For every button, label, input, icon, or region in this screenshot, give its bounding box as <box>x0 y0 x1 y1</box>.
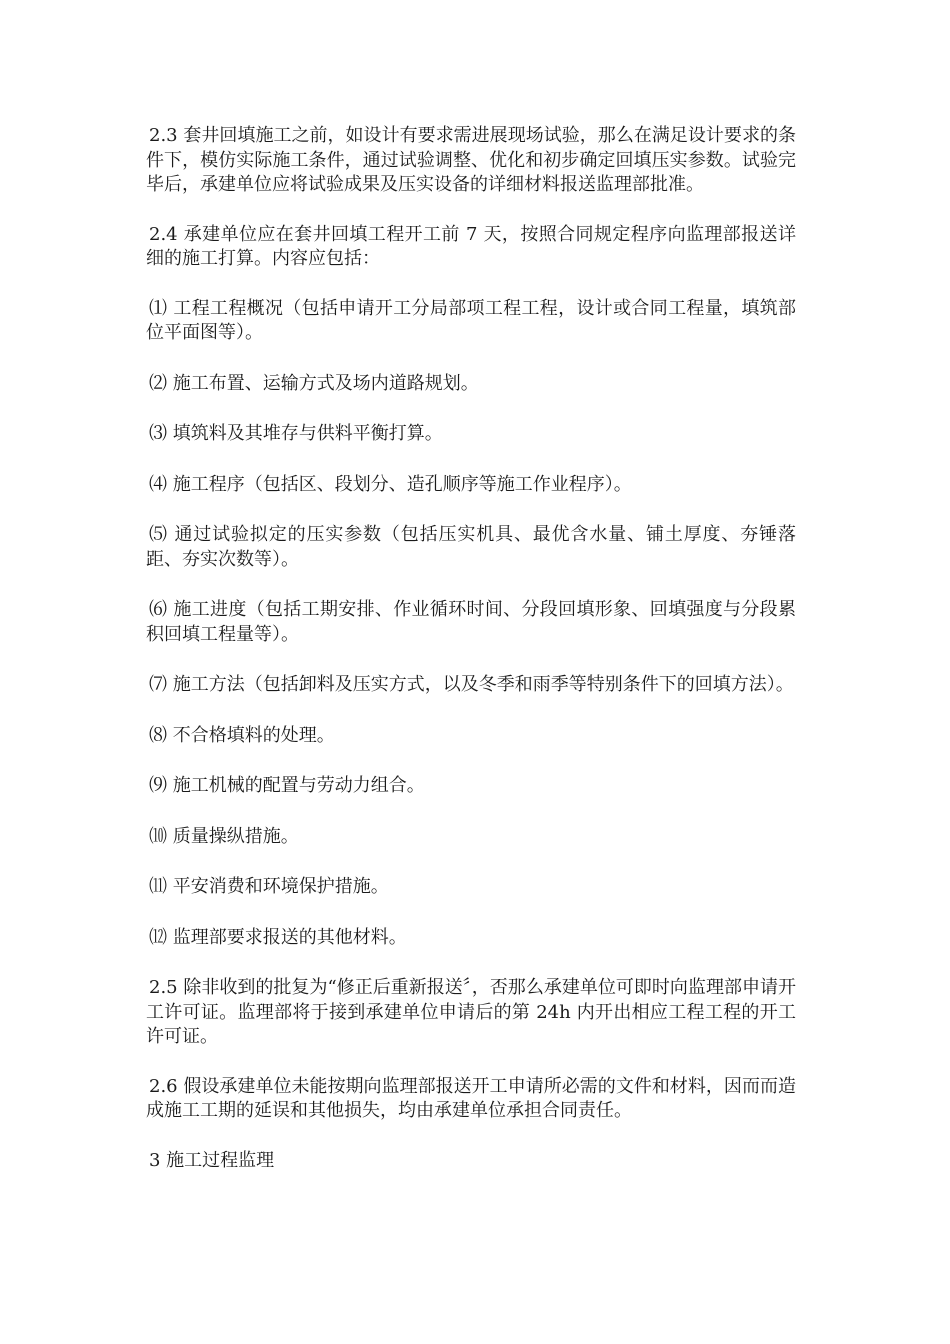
paragraph-2-5: 2.5 除非收到的批复为“修正后重新报送〞，否那么承建单位可即时向监理部申请开工许可证。监理部将于接到承建单位申请后的第 24h 内开出相应工程工程的开工许可证。 <box>146 977 796 1047</box>
paragraph-2-6: 2.6 假设承建单位未能按期向监理部报送开工申请所必需的文件和材料，因而而造成施工工期的延误和其他损失，均由承建单位承担合同责任。 <box>146 1075 796 1121</box>
list-item: ⑿ 监理部要求报送的其他材料。 <box>149 926 407 948</box>
list-item: ⑵ 施工布置、运输方式及场内道路规划。 <box>149 372 479 394</box>
list-item: ⑹ 施工进度（包括工期安排、作业循环时间、分段回填形象、回填强度与分段累积回填工程量等）。 <box>146 599 796 645</box>
paragraph-2-4: 2.4 承建单位应在套井回填工程开工前 7 天，按照合同规定程序向监理部报送详细的施工打算。内容应包括： <box>146 223 796 269</box>
list-item: ⑷ 施工程序（包括区、段划分、造孔顺序等施工作业程序）。 <box>149 473 632 495</box>
list-item: ⑼ 施工机械的配置与劳动力组合。 <box>149 775 425 796</box>
list-item: ⑺ 施工方法（包括卸料及压实方式，以及冬季和雨季等特别条件下的回填方法）。 <box>149 674 794 695</box>
list-item: ⑾ 平安消费和环境保护措施。 <box>149 876 389 897</box>
list-item: ⑸ 通过试验拟定的压实参数（包括压实机具、最优含水量、铺土厚度、夯锤落距、夯实次数等）。 <box>146 524 796 570</box>
paragraph-2-3: 2.3 套井回填施工之前，如设计有要求需进展现场试验，那么在满足设计要求的条件下，模仿实际施工条件，通过试验调整、优化和初步确定回填压实参数。试验完毕后，承建单位应将试验成果及压实设备的详细材料报送监理部批准。 <box>146 125 796 195</box>
section-heading-3: 3 施工过程监理 <box>149 1149 275 1171</box>
list-item: ⑶ 填筑料及其堆存与供料平衡打算。 <box>149 423 443 444</box>
list-item: ⑽ 质量操纵措施。 <box>149 825 299 847</box>
list-item: ⑴ 工程工程概况（包括申请开工分局部项工程工程，设计或合同工程量，填筑部位平面图等）。 <box>146 297 796 343</box>
list-item: ⑻ 不合格填料的处理。 <box>149 724 335 746</box>
document-body <box>146 124 796 1198</box>
